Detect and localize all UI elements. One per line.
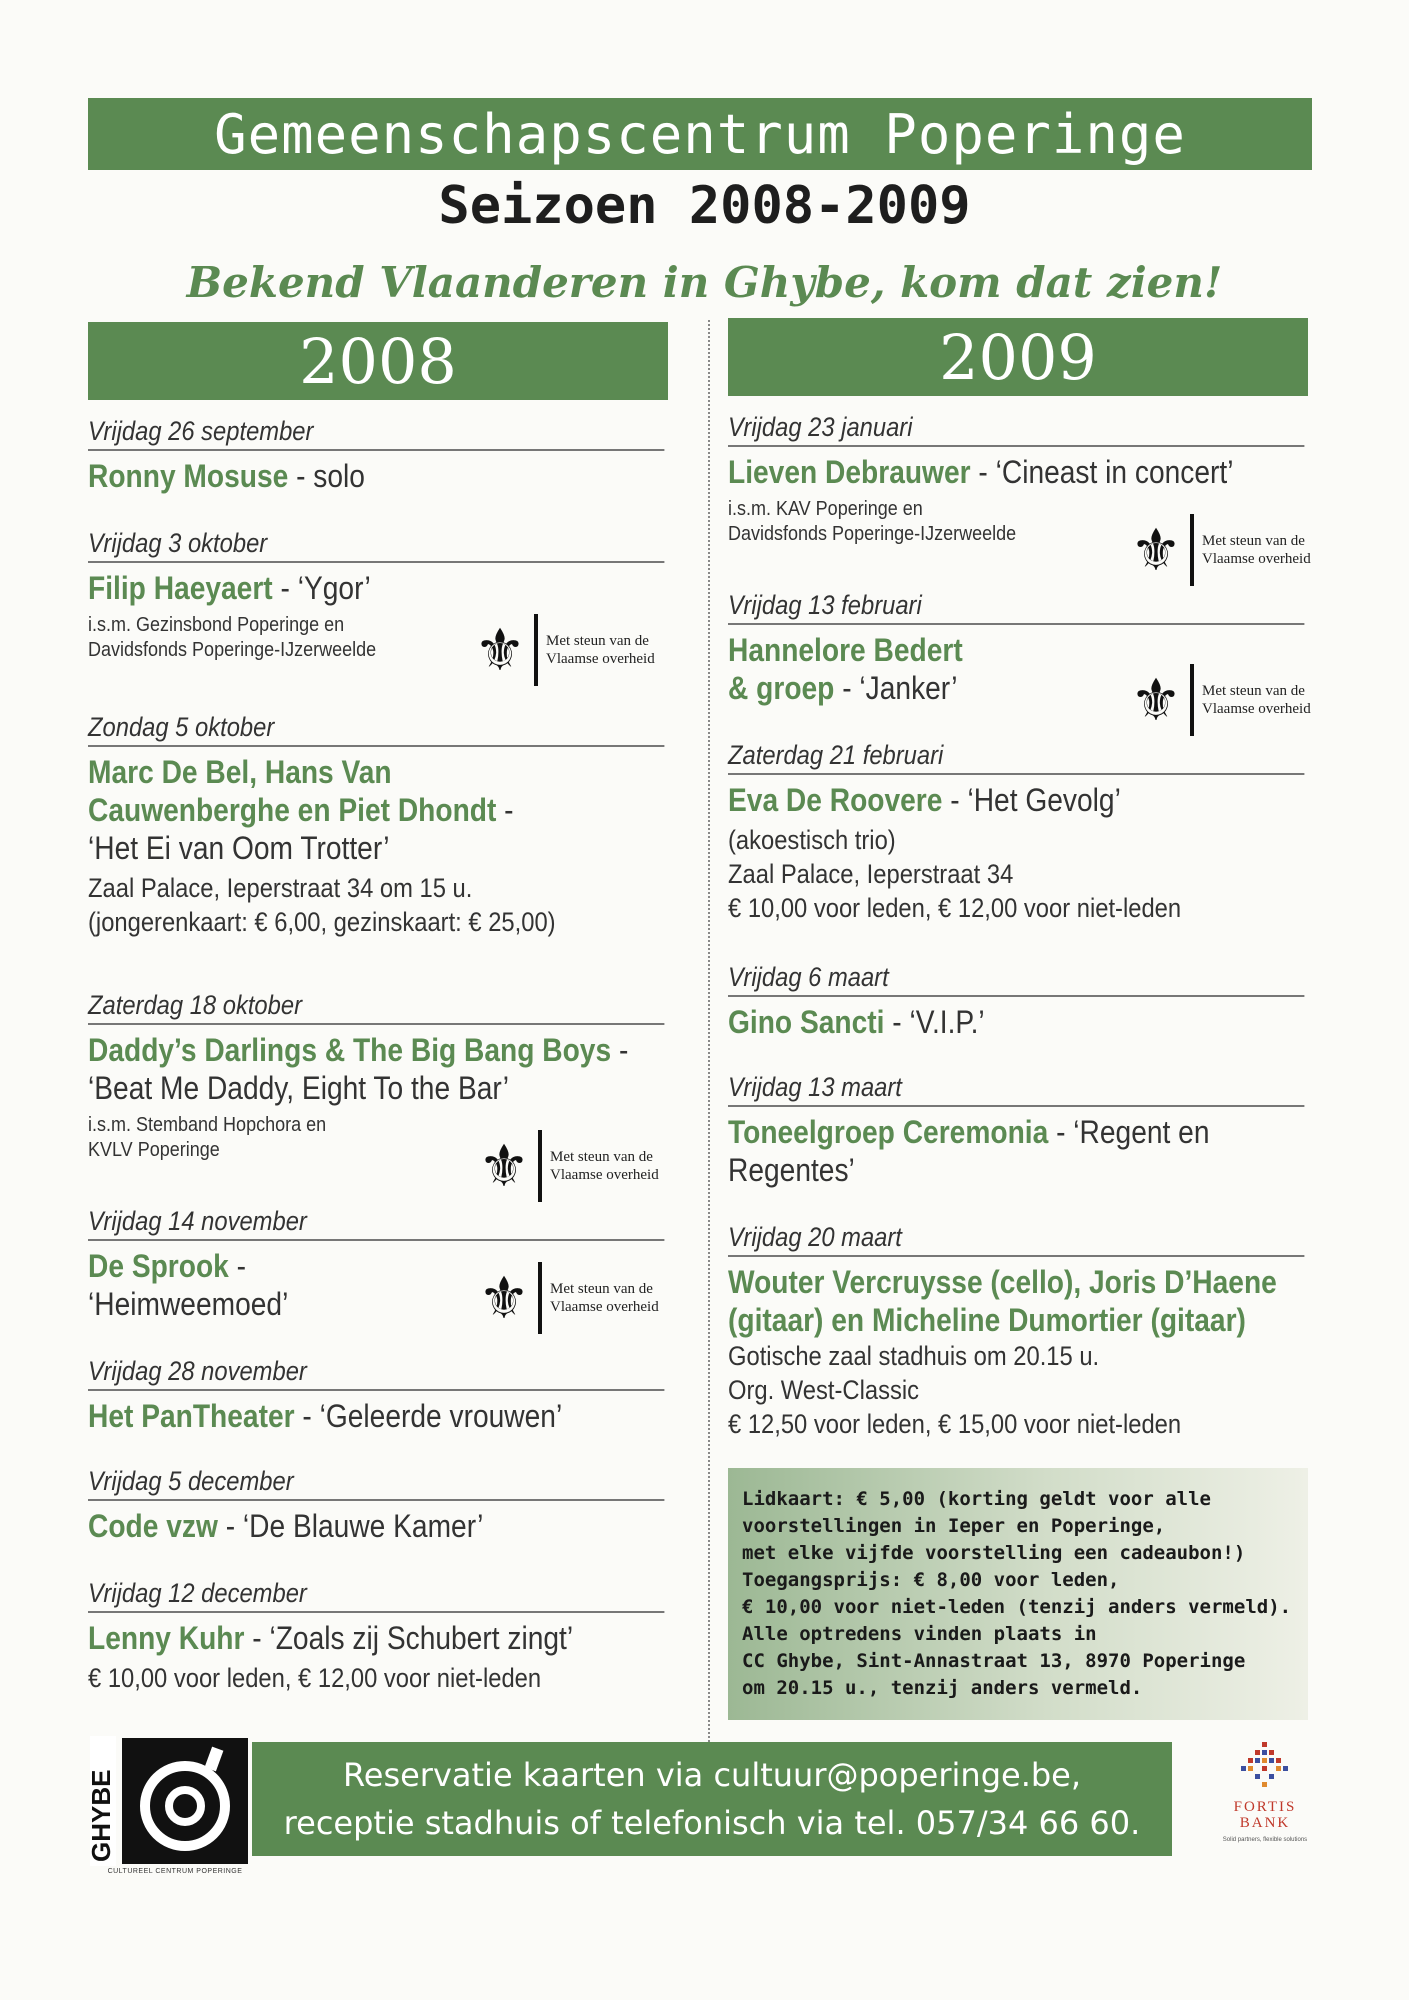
- flemish-lion-icon: ⚜: [1130, 666, 1182, 734]
- info-line: CC Ghybe, Sint-Annastraat 13, 8970 Poperinge: [742, 1650, 1246, 1672]
- event-performer: & groep: [728, 670, 835, 706]
- support-divider: [538, 1262, 542, 1334]
- ghybe-logo-icon: [86, 1736, 250, 1866]
- year-2009-banner: [728, 318, 1308, 396]
- event-work: - ‘Ygor’: [272, 570, 371, 606]
- event-work: - ‘Het Gevolg’: [942, 782, 1121, 818]
- event-2008-7: [88, 1578, 668, 1695]
- support-divider: [1190, 514, 1194, 586]
- event-title: [88, 1507, 665, 1545]
- event-info: [728, 823, 1305, 925]
- event-info-line: Gotische zaal stadhuis om 20.15 u.: [728, 1341, 1100, 1371]
- event-note-line: i.s.m. KAV Poperinge en: [728, 498, 923, 520]
- event-date: Zondag 5 oktober: [88, 712, 665, 747]
- event-2009-3: [728, 962, 1308, 1041]
- event-work: - ‘Geleerde vrouwen’: [294, 1398, 563, 1434]
- event-title: [88, 1397, 665, 1435]
- event-2009-2: [728, 740, 1308, 925]
- info-line: € 10,00 voor niet-leden (tenzij anders vermeld).: [742, 1596, 1292, 1618]
- event-performer: Gino Sancti: [728, 1004, 885, 1040]
- support-text: Met steun van de Vlaamse overheid: [550, 1149, 659, 1183]
- event-title: [88, 753, 665, 867]
- support-logo: [1126, 660, 1326, 740]
- fortis-tagline: Solid partners, flexible solutions: [1222, 1837, 1308, 1843]
- event-info-line: Zaal Palace, Ieperstraat 34: [728, 859, 1014, 889]
- info-line: Toegangsprijs: € 8,00 voor leden,: [742, 1569, 1120, 1591]
- event-work: - ‘De Blauwe Kamer’: [217, 1508, 484, 1544]
- support-text: Met steun van de Vlaamse overheid: [1202, 683, 1311, 717]
- fortis-dots-icon: [1235, 1740, 1295, 1790]
- support-logo: [1126, 510, 1326, 590]
- event-date: Vrijdag 13 februari: [728, 590, 1305, 625]
- event-performer: Code vzw: [88, 1508, 218, 1544]
- event-title: [88, 569, 665, 607]
- support-text: Met steun van de Vlaamse overheid: [1202, 533, 1311, 567]
- event-2008-0: [88, 416, 668, 495]
- event-note-line: i.s.m. Gezinsbond Poperinge en: [88, 614, 345, 636]
- event-work: - ‘Janker’: [834, 670, 958, 706]
- column-divider: [708, 320, 710, 1750]
- event-date: Vrijdag 20 maart: [728, 1222, 1305, 1257]
- event-work: - ‘Regent en: [1048, 1114, 1210, 1150]
- event-2009-4: [728, 1072, 1308, 1189]
- event-performer: Wouter Vercruysse (cello), Joris D’Haene: [728, 1264, 1277, 1300]
- event-info-line: (akoestisch trio): [728, 825, 896, 855]
- event-note-line: KVLV Poperinge: [88, 1139, 220, 1161]
- event-performer: (gitaar) en Micheline Dumortier (gitaar): [728, 1302, 1246, 1338]
- event-title: [88, 1031, 665, 1107]
- reservation-line: Reservatie kaarten via cultuur@poperinge.be,: [342, 1756, 1082, 1794]
- event-info: [88, 871, 665, 939]
- event-info-line: Zaal Palace, Ieperstraat 34 om 15 u.: [88, 873, 473, 903]
- event-performer: Cauwenberghe en Piet Dhondt: [88, 792, 497, 828]
- event-info: [88, 1661, 665, 1695]
- support-logo: [470, 610, 670, 690]
- flemish-lion-icon: ⚜: [478, 1132, 530, 1200]
- tagline: Bekend Vlaanderen in Ghybe, kom dat zien!: [186, 258, 1223, 307]
- title-banner: [88, 98, 1312, 170]
- info-line: om 20.15 u., tenzij anders vermeld.: [742, 1677, 1143, 1699]
- event-2009-5: [728, 1222, 1308, 1441]
- reservation-banner: [252, 1742, 1172, 1856]
- event-work: ‘Het Ei van Oom Trotter’: [88, 830, 390, 866]
- event-work: - ‘Cineast in concert’: [970, 454, 1234, 490]
- season-heading: Seizoen 2008-2009: [438, 176, 971, 236]
- event-date: Zaterdag 18 oktober: [88, 990, 665, 1025]
- page-title: Gemeenschapscentrum Poperinge: [214, 102, 1186, 166]
- event-work: - ‘V.I.P.’: [884, 1004, 985, 1040]
- year-2009-label: 2009: [939, 320, 1097, 394]
- reservation-line: receptie stadhuis of telefonisch via tel. 057/34 66 60.: [283, 1804, 1141, 1842]
- event-separator: -: [496, 792, 514, 828]
- support-logo: [474, 1126, 674, 1206]
- event-info-line: € 10,00 voor leden, € 12,00 voor niet-leden: [728, 893, 1182, 923]
- event-date: Zaterdag 21 februari: [728, 740, 1305, 775]
- event-title: [728, 781, 1305, 819]
- support-divider: [534, 614, 538, 686]
- info-line: Alle optredens vinden plaats in: [742, 1623, 1097, 1645]
- event-date: Vrijdag 12 december: [88, 1578, 665, 1613]
- info-line: met elke vijfde voorstelling een cadeaubon!): [742, 1542, 1246, 1564]
- event-2008-6: [88, 1466, 668, 1545]
- event-performer: Daddy’s Darlings & The Big Bang Boys: [88, 1032, 612, 1068]
- event-performer: Eva De Roovere: [728, 782, 943, 818]
- event-2008-2: [88, 712, 668, 939]
- flemish-lion-icon: ⚜: [474, 616, 526, 684]
- event-info-line: Org. West-Classic: [728, 1375, 919, 1405]
- event-work: Regentes’: [728, 1152, 855, 1188]
- event-performer: Toneelgroep Ceremonia: [728, 1114, 1049, 1150]
- event-title: [728, 1003, 1305, 1041]
- event-performer: Hannelore Bedert: [728, 632, 963, 668]
- event-performer: Het PanTheater: [88, 1398, 295, 1434]
- event-work: - solo: [288, 458, 365, 494]
- event-2008-5: [88, 1356, 668, 1435]
- support-text: Met steun van de Vlaamse overheid: [550, 1281, 659, 1315]
- event-date: Vrijdag 6 maart: [728, 962, 1305, 997]
- event-work: ‘Beat Me Daddy, Eight To the Bar’: [88, 1070, 510, 1106]
- event-info-line: € 10,00 voor leden, € 12,00 voor niet-leden: [88, 1663, 542, 1693]
- support-text: Met steun van de Vlaamse overheid: [546, 633, 655, 667]
- event-title: [88, 457, 665, 495]
- event-separator: -: [611, 1032, 629, 1068]
- event-date: Vrijdag 13 maart: [728, 1072, 1305, 1107]
- event-date: Vrijdag 3 oktober: [88, 528, 665, 563]
- event-date: Vrijdag 23 januari: [728, 412, 1305, 447]
- support-divider: [1190, 664, 1194, 736]
- support-logo: [474, 1258, 674, 1338]
- fortis-logo: [1200, 1740, 1330, 1850]
- event-performer: De Sprook: [88, 1248, 229, 1284]
- ghybe-logo: [86, 1736, 250, 1866]
- event-performer: Lenny Kuhr: [88, 1620, 245, 1656]
- membership-info-box: [728, 1468, 1308, 1720]
- event-performer: Filip Haeyaert: [88, 570, 273, 606]
- event-separator: -: [228, 1248, 247, 1284]
- event-date: Vrijdag 14 november: [88, 1206, 665, 1241]
- event-performer: Lieven Debrauwer: [728, 454, 971, 490]
- year-2008-label: 2008: [299, 324, 457, 398]
- event-title: [88, 1619, 665, 1657]
- event-date: Vrijdag 26 september: [88, 416, 665, 451]
- event-info-line: (jongerenkaart: € 6,00, gezinskaart: € 25,00): [88, 907, 556, 937]
- event-work: - ‘Zoals zij Schubert zingt’: [244, 1620, 574, 1656]
- event-note-line: Davidsfonds Poperinge-IJzerweelde: [88, 639, 377, 661]
- event-date: Vrijdag 5 december: [88, 1466, 665, 1501]
- svg-text:GHYBE: GHYBE: [86, 1769, 116, 1862]
- support-divider: [538, 1130, 542, 1202]
- event-title: [728, 1113, 1305, 1189]
- flemish-lion-icon: ⚜: [1130, 516, 1182, 584]
- ghybe-caption: CULTUREEL CENTRUM POPERINGE: [107, 1868, 243, 1875]
- flemish-lion-icon: ⚜: [478, 1264, 530, 1332]
- event-title: [728, 1263, 1305, 1339]
- event-performer: Ronny Mosuse: [88, 458, 289, 494]
- info-line: Lidkaart: € 5,00 (korting geldt voor alle: [742, 1488, 1211, 1510]
- fortis-name: FORTIS BANK: [1233, 1799, 1297, 1831]
- event-note-line: i.s.m. Stemband Hopchora en: [88, 1114, 327, 1136]
- event-info: [728, 1339, 1305, 1441]
- event-performer: Marc De Bel, Hans Van: [88, 754, 392, 790]
- year-2008-banner: [88, 322, 668, 400]
- event-note-line: Davidsfonds Poperinge-IJzerweelde: [728, 523, 1017, 545]
- event-info-line: € 12,50 voor leden, € 15,00 voor niet-leden: [728, 1409, 1182, 1439]
- event-work: ‘Heimweemoed’: [88, 1286, 289, 1322]
- event-date: Vrijdag 28 november: [88, 1356, 665, 1391]
- event-title: [728, 453, 1305, 491]
- info-line: voorstellingen in Ieper en Poperinge,: [742, 1515, 1166, 1537]
